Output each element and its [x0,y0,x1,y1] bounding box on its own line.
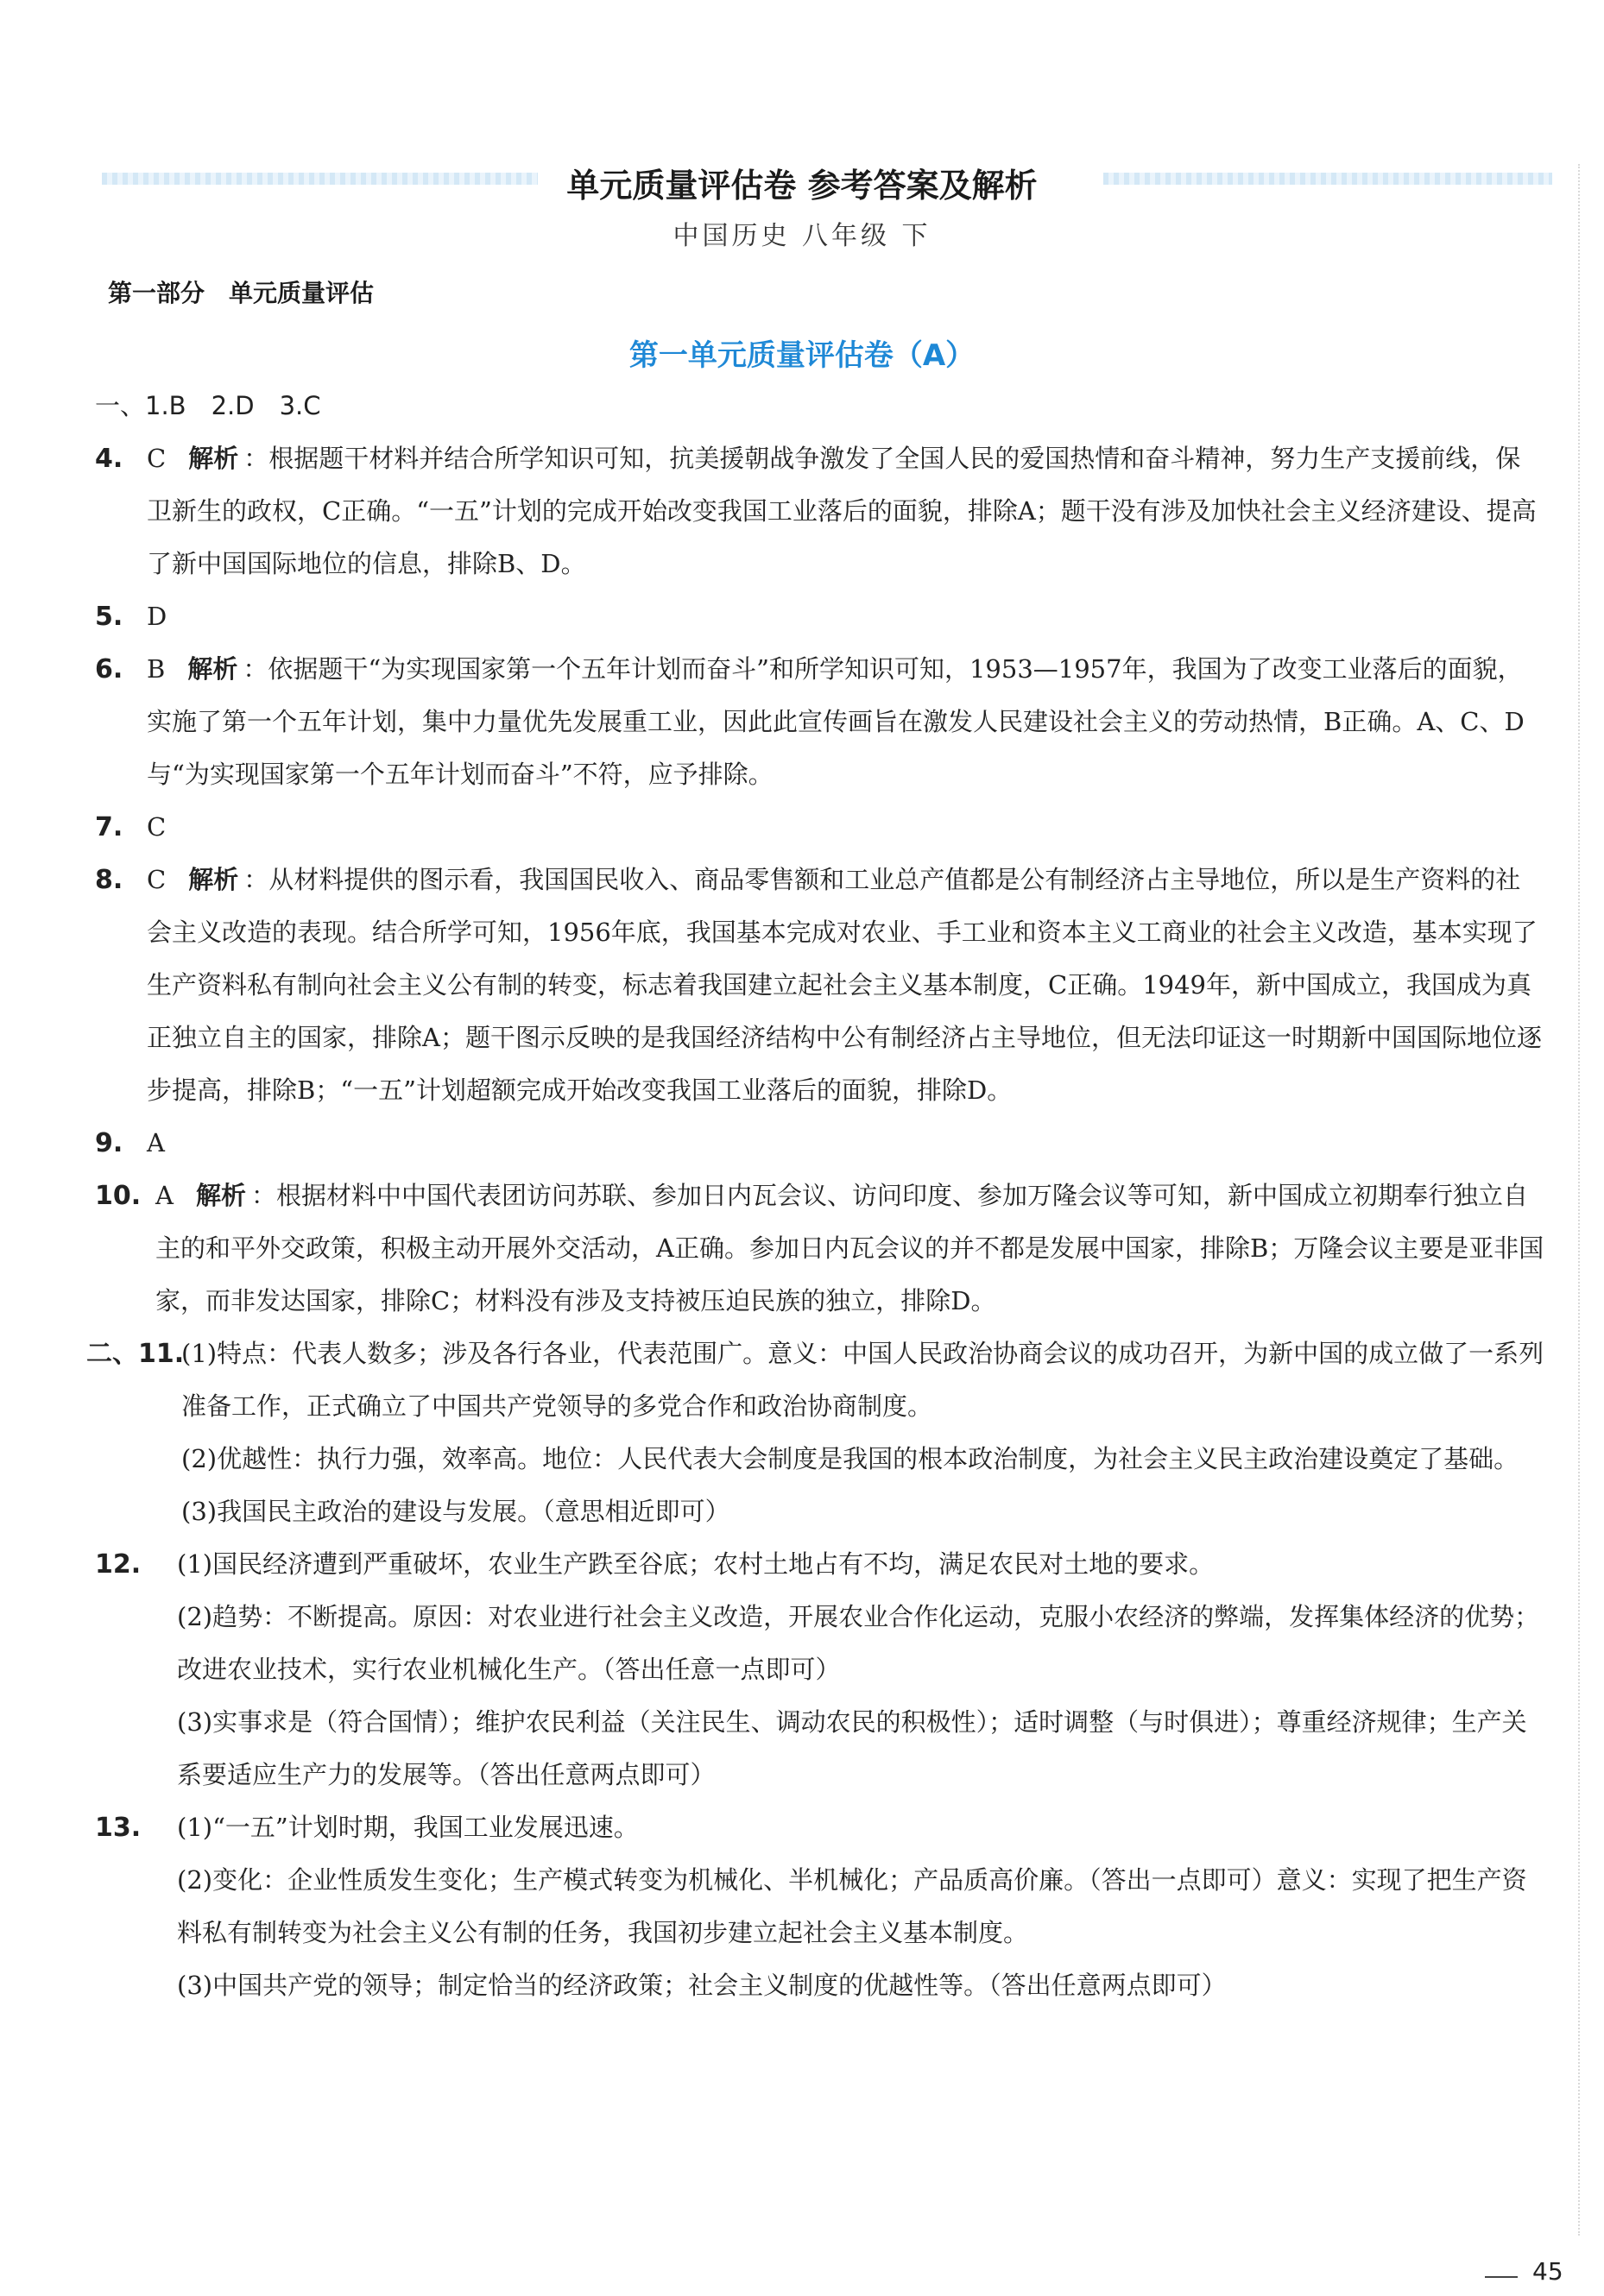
question-number: 8. [95,865,123,895]
analysis-text: ：根据材料中中国代表团访问苏联、参加日内瓦会议、访问印度、参加万隆会议等可知，新中国成立初期奉行独立自主的和平外交政策，积极主动开展外交活动，A正确。参加日内瓦会议的并不都是发展中国家，排除B；万隆会议主要是亚非国家，而非发达国家，排除C；材料没有涉及支持被压迫民族的独立，排除D。 [155,1181,1544,1315]
answer-part-3: (3)中国共产党的领导；制定恰当的经济政策；社会主义制度的优越性等。（答出任意两点即可） [177,1971,1227,2000]
question-6 [95,643,1545,801]
analysis-label: 解析 [195,1181,246,1210]
page-subtitle: 中国历史 八年级 下 [673,221,931,251]
question-number: 13. [95,1813,142,1843]
question-number: 7. [95,812,123,842]
question-5 [95,590,1545,643]
answer-part-1: (1)特点：代表人数多；涉及各行各业，代表范围广。意义：中国人民政治协商会议的成功召开，为新中国的成立做了一系列准备工作，正式确立了中国共产党领导的多党合作和政治协商制度。 [181,1339,1544,1421]
answer-part-2: (2)变化：企业性质发生变化；生产模式转变为机械化、半机械化；产品质高价廉。（答出一点即可）意义：实现了把生产资料私有制转变为社会主义公有制的任务，我国初步建立起社会主义基本制度。 [177,1865,1527,1947]
question-number: 5. [95,602,123,632]
page-edge-divider [1578,164,1580,2236]
answer-letter: C [147,812,167,842]
answer-part-2: (2)趋势：不断提高。原因：对农业进行社会主义改造，开展农业合作化运动，克服小农经济的弊端，发挥集体经济的优势；改进农业技术，实行农业机械化生产。（答出任意一点即可） [177,1602,1540,1684]
question-11 [86,1328,1545,1538]
analysis-text: ：根据题干材料并结合所学知识可知，抗美援朝战争激发了全国人民的爱国热情和奋斗精神，努力生产支援前线，保卫新生的政权，C正确。“一五”计划的完成开始改变我国工业落后的面貌，排除A；题干没有涉及加快社会主义经济建设、提高了新中国国际地位的信息，排除B、D。 [147,444,1537,578]
answer-letter: A [147,1128,165,1157]
page-title: 单元质量评估卷 参考答案及解析 [566,167,1038,205]
page-number: 45 [1532,2257,1563,2286]
question-number: 二、11. [86,1339,185,1369]
question-8 [95,854,1545,1117]
answer-letter: A [155,1181,174,1210]
analysis-label: 解析 [188,444,239,473]
answer-letter: C [147,865,167,894]
question-13 [95,1801,1545,2012]
question-number: 9. [95,1128,123,1158]
footer-dash [1485,2276,1518,2278]
analysis-label: 解析 [188,865,239,894]
question-10 [95,1170,1545,1328]
answer-part-3: (3)实事求是（符合国情）；维护农民利益（关注民生、调动农民的积极性）；适时调整（与时俱进）；尊重经济规律；生产关系要适应生产力的发展等。（答出任意两点即可） [177,1707,1527,1789]
answer-part-1: (1)“一五”计划时期，我国工业发展迅速。 [177,1813,639,1842]
section1-answers [95,380,1545,432]
question-12 [95,1538,1545,1801]
answer-letter: B [147,654,166,684]
question-4 [95,432,1545,590]
answer-part-1: (1)国民经济遭到严重破坏，农业生产跌至谷底；农村土地占有不均，满足农民对土地的要求。 [177,1549,1215,1579]
answer-part-3: (3)我国民主政治的建设与发展。（意思相近即可） [181,1497,730,1526]
analysis-text: ：从材料提供的图示看，我国国民收入、商品零售额和工业总产值都是公有制经济占主导地位，所以是生产资料的社会主义改造的表现。结合所学可知，1956年底，我国基本完成对农业、手工业和资本主义工商业的社会主义改造，基本实现了生产资料私有制向社会主义公有制的转变，标志着我国建立起社会主义基本制度，C正确。1949年，新中国成立，我国成为真正独立自主的国家，排除A；题干图示反映的是我国经济结构中公有制经济占主导地位，但无法印证这一时期新中国国际地位逐步提高，排除B；“一五”计划超额完成开始改变我国工业落后的面貌，排除D。 [147,865,1542,1105]
analysis-label: 解析 [187,654,238,684]
answer-letter: D [147,602,167,631]
answer-content [86,380,1545,2012]
question-number: 4. [95,444,123,474]
question-number: 12. [95,1549,142,1580]
part-heading: 第一部分 单元质量评估 [108,279,375,307]
section1-head: 一、1.B 2.D 3.C [95,391,321,420]
unit-title: 第一单元质量评估卷（A） [628,338,976,373]
question-9 [95,1117,1545,1170]
question-number: 10. [95,1181,142,1211]
analysis-text: ：依据题干“为实现国家第一个五年计划而奋斗”和所学知识可知，1953—1957年，我国为了改变工业落后的面貌，实施了第一个五年计划，集中力量优先发展重工业，因此此宣传画旨在激发人民建设社会主义的劳动热情，B正确。A、C、D与“为实现国家第一个五年计划而奋斗”不符，应予排除。 [147,654,1525,789]
answer-part-2: (2)优越性：执行力强，效率高。地位：人民代表大会制度是我国的根本政治制度，为社会主义民主政治建设奠定了基础。 [181,1444,1519,1473]
answer-letter: C [147,444,167,473]
question-7 [95,801,1545,854]
question-number: 6. [95,654,123,684]
